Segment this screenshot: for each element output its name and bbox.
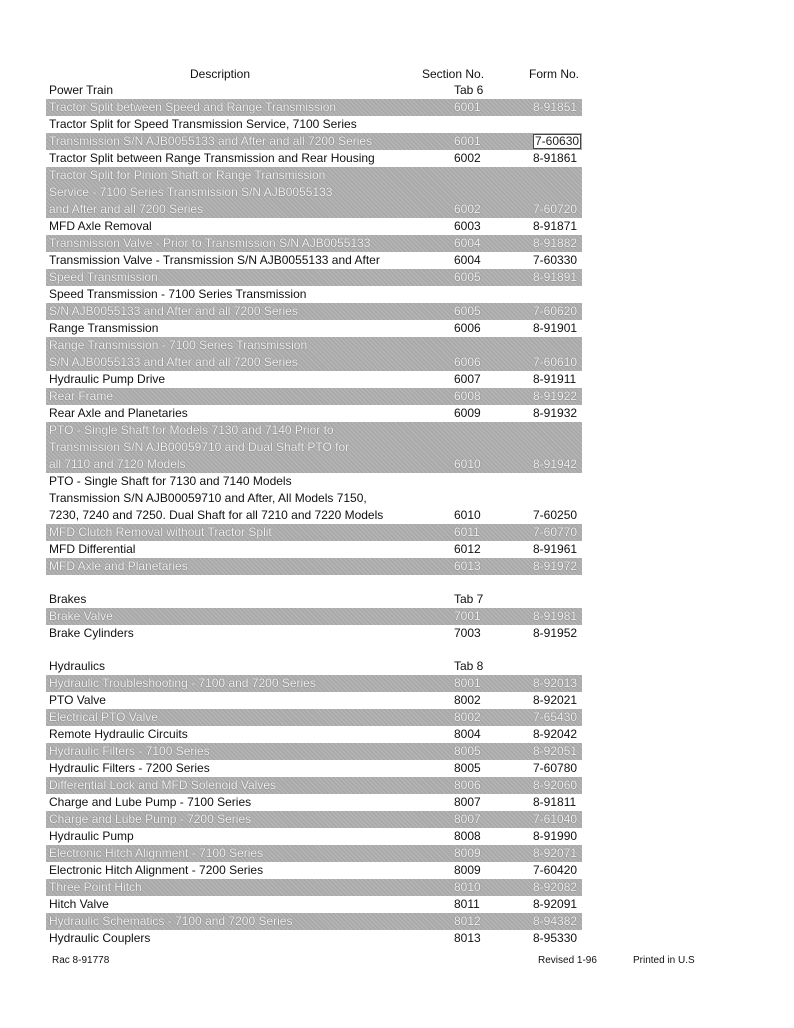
row-form-number: 8-92021	[533, 693, 578, 707]
table-row	[46, 913, 582, 930]
row-form-number: 7-61040	[533, 812, 578, 826]
row-section-number: 6002	[454, 151, 481, 165]
row-form-number: 7-60630	[535, 134, 580, 148]
row-form-number: 8-92051	[533, 744, 578, 758]
row-description: Electronic Hitch Alignment - 7100 Series	[49, 846, 264, 860]
row-form-number: 7-60610	[533, 355, 578, 369]
table-row	[46, 675, 582, 692]
section-gap	[46, 642, 582, 658]
row-description: Transmission S/N AJB00059710 and After, All Models 7150,	[49, 491, 367, 505]
section-heading: Brakes	[49, 592, 87, 606]
row-description: Hydraulic Filters - 7200 Series	[49, 761, 210, 775]
table-row	[46, 303, 582, 320]
row-description: Transmission Valve - Prior to Transmission S/N AJB0055133	[49, 236, 371, 250]
row-description: PTO - Single Shaft for 7130 and 7140 Models	[49, 474, 292, 488]
row-description: MFD Differential	[49, 542, 136, 556]
table-row	[46, 777, 582, 794]
table-row	[46, 133, 582, 150]
section-heading-row	[46, 591, 582, 608]
row-description: Rear Axle and Planetaries	[49, 406, 188, 420]
row-form-number: 8-91882	[533, 236, 578, 250]
row-section-number: 6011	[454, 525, 480, 539]
row-section-number: 6010	[454, 457, 481, 471]
row-description: PTO - Single Shaft for Models 7130 and 7140 Prior to	[49, 423, 334, 437]
row-form-number: 7-60330	[533, 253, 578, 267]
row-form-number: 8-92013	[533, 676, 578, 690]
table-row	[46, 405, 582, 422]
row-description: Tractor Split for Speed Transmission Service, 7100 Series	[49, 117, 357, 131]
table-row	[46, 811, 582, 828]
table-row	[46, 252, 582, 269]
row-description: Electronic Hitch Alignment - 7200 Series	[49, 863, 264, 877]
row-section-number: 6003	[454, 219, 481, 233]
row-section-number: 8006	[454, 778, 481, 792]
row-description: Three Point Hitch	[49, 880, 142, 894]
table-row	[46, 743, 582, 760]
row-description: Electrical PTO Valve	[49, 710, 158, 724]
row-description: MFD Clutch Removal without Tractor Split	[49, 525, 272, 539]
row-form-number: 8-91952	[533, 626, 578, 640]
row-section-number: 7001	[454, 609, 481, 623]
row-form-number: 7-60770	[533, 525, 578, 539]
row-section-number: 8012	[454, 914, 481, 928]
row-section-number: 6006	[454, 355, 481, 369]
row-section-number: 8009	[454, 846, 481, 860]
row-form-number: 8-91932	[533, 406, 578, 420]
table-row	[46, 371, 582, 388]
row-form-number: 8-92082	[533, 880, 578, 894]
column-header-section: Section No.	[422, 67, 485, 81]
section-tab: Tab 7	[454, 592, 484, 606]
row-description: Charge and Lube Pump - 7100 Series	[49, 795, 252, 809]
row-form-number: 8-92071	[533, 846, 578, 860]
table-row	[46, 99, 582, 116]
table-row	[46, 608, 582, 625]
row-description: Hydraulic Troubleshooting - 7100 and 7200 Series	[49, 676, 316, 690]
table-row	[46, 320, 582, 337]
row-section-number: 8004	[454, 727, 481, 741]
table-row	[46, 218, 582, 235]
row-form-number: 8-91811	[533, 795, 577, 809]
row-form-number: 7-65430	[533, 710, 578, 724]
footer-printed: Printed in U.S	[633, 955, 695, 966]
row-form-number: 8-91981	[533, 609, 578, 623]
row-description: 7230, 7240 and 7250. Dual Shaft for all 7210 and 7220 Models	[49, 508, 384, 522]
table-row	[46, 473, 582, 524]
row-form-number: 8-91972	[533, 559, 578, 573]
row-section-number: 8005	[454, 761, 481, 775]
row-form-number: 8-92060	[533, 778, 578, 792]
row-description: Hydraulic Pump	[49, 829, 134, 843]
row-section-number: 6008	[454, 389, 481, 403]
row-section-number: 6001	[454, 134, 481, 148]
row-description: Speed Transmission	[49, 270, 158, 284]
row-description: Hitch Valve	[49, 897, 109, 911]
table-row	[46, 845, 582, 862]
row-description: Hydraulic Pump Drive	[49, 372, 166, 386]
row-description: Differential Lock and MFD Solenoid Valves	[49, 778, 277, 792]
row-description: and After and all 7200 Series	[49, 202, 204, 216]
row-description: Transmission S/N AJB0055133 and After and all 7200 Series	[49, 134, 373, 148]
row-description: Hydraulic Schematics - 7100 and 7200 Series	[49, 914, 293, 928]
table-row	[46, 828, 582, 845]
row-section-number: 6013	[454, 559, 481, 573]
row-description: Service - 7100 Series Transmission S/N AJB0055133	[49, 185, 333, 199]
table-row	[46, 116, 582, 133]
row-description: Remote Hydraulic Circuits	[49, 727, 188, 741]
row-description: Range Transmission	[49, 321, 159, 335]
row-form-number: 7-60720	[533, 202, 578, 216]
row-form-number: 8-91922	[533, 389, 578, 403]
row-description: Hydraulic Filters - 7100 Series	[49, 744, 210, 758]
section-heading-row	[46, 658, 582, 675]
footer-form-reference: Rac 8-91778	[52, 955, 110, 966]
row-section-number: 6001	[454, 100, 481, 114]
section-heading: Power Train	[49, 83, 114, 97]
row-description: Transmission S/N AJB00059710 and Dual Shaft PTO for	[49, 440, 350, 454]
row-description: Tractor Split between Speed and Range Transmission	[49, 100, 337, 114]
row-section-number: 6004	[454, 236, 481, 250]
row-form-number: 7-60620	[533, 304, 578, 318]
section-gap	[46, 575, 582, 591]
row-section-number: 8009	[454, 863, 481, 877]
table-row	[46, 726, 582, 743]
row-description: PTO Valve	[49, 693, 106, 707]
row-section-number: 8002	[454, 693, 481, 707]
row-section-number: 6005	[454, 270, 481, 284]
table-row	[46, 760, 582, 777]
table-row	[46, 709, 582, 726]
row-section-number: 6002	[454, 202, 481, 216]
table-row	[46, 558, 582, 575]
row-section-number: 8011	[454, 897, 480, 911]
row-description: Tractor Split for Pinion Shaft or Range Transmission	[49, 168, 326, 182]
table-row	[46, 896, 582, 913]
index-table	[46, 82, 582, 947]
row-description: Brake Valve	[49, 609, 113, 623]
table-row	[46, 337, 582, 371]
table-row	[46, 150, 582, 167]
table-row	[46, 862, 582, 879]
table-row	[46, 879, 582, 896]
row-form-number: 7-60250	[533, 508, 578, 522]
row-section-number: 8007	[454, 795, 481, 809]
section-tab: Tab 8	[454, 659, 484, 673]
section-heading: Hydraulics	[49, 659, 106, 673]
table-row	[46, 388, 582, 405]
row-description: MFD Axle and Planetaries	[49, 559, 188, 573]
row-form-number: 8-91911	[533, 372, 577, 386]
section-heading-row	[46, 82, 582, 99]
row-section-number: 8007	[454, 812, 481, 826]
table-row	[46, 625, 582, 642]
row-description: Charge and Lube Pump - 7200 Series	[49, 812, 252, 826]
row-description: S/N AJB0055133 and After and all 7200 Series	[49, 355, 298, 369]
row-section-number: 8008	[454, 829, 481, 843]
row-form-number: 8-91861	[533, 151, 578, 165]
row-form-number: 8-91961	[533, 542, 578, 556]
table-row	[46, 692, 582, 709]
row-description: all 7110 and 7120 Models	[49, 457, 186, 471]
row-form-number: 8-91942	[533, 457, 578, 471]
table-row	[46, 235, 582, 252]
table-row	[46, 167, 582, 218]
row-description: Rear Frame	[49, 389, 114, 403]
row-section-number: 6005	[454, 304, 481, 318]
table-row	[46, 930, 582, 947]
section-tab: Tab 6	[454, 83, 484, 97]
row-description: Hydraulic Couplers	[49, 931, 151, 945]
row-form-number: 8-91901	[533, 321, 578, 335]
row-section-number: 8002	[454, 710, 481, 724]
row-section-number: 8005	[454, 744, 481, 758]
column-header-form: Form No.	[529, 67, 580, 81]
row-form-number: 7-60780	[533, 761, 578, 775]
row-section-number: 6009	[454, 406, 481, 420]
row-form-number: 8-95330	[533, 931, 578, 945]
row-section-number: 8013	[454, 931, 481, 945]
table-row	[46, 524, 582, 541]
row-section-number: 8010	[454, 880, 481, 894]
table-row	[46, 541, 582, 558]
row-form-number: 8-92042	[533, 727, 578, 741]
row-description: Range Transmission - 7100 Series Transmission	[49, 338, 308, 352]
row-section-number: 6007	[454, 372, 481, 386]
row-form-number: 8-91871	[533, 219, 578, 233]
row-form-number: 8-91851	[533, 100, 578, 114]
row-section-number: 8001	[454, 676, 481, 690]
row-form-number: 8-94382	[533, 914, 578, 928]
table-row	[46, 286, 582, 303]
column-header-description: Description	[190, 67, 251, 81]
row-description: Brake Cylinders	[49, 626, 134, 640]
row-section-number: 6006	[454, 321, 481, 335]
row-section-number: 6010	[454, 508, 481, 522]
footer-revision: Revised 1-96	[538, 955, 597, 966]
row-form-number: 8-91990	[533, 829, 578, 843]
row-description: S/N AJB0055133 and After and all 7200 Series	[49, 304, 298, 318]
table-row	[46, 269, 582, 286]
row-description: Speed Transmission - 7100 Series Transmission	[49, 287, 307, 301]
row-description: Tractor Split between Range Transmission and Rear Housing	[49, 151, 375, 165]
row-description: MFD Axle Removal	[49, 219, 152, 233]
row-section-number: 7003	[454, 626, 481, 640]
row-form-number: 8-91891	[533, 270, 578, 284]
row-form-number: 7-60420	[533, 863, 578, 877]
row-form-number: 8-92091	[533, 897, 578, 911]
row-section-number: 6004	[454, 253, 481, 267]
row-section-number: 6012	[454, 542, 481, 556]
row-description: Transmission Valve - Transmission S/N AJB0055133 and After	[49, 253, 380, 267]
table-row	[46, 794, 582, 811]
table-row	[46, 422, 582, 473]
